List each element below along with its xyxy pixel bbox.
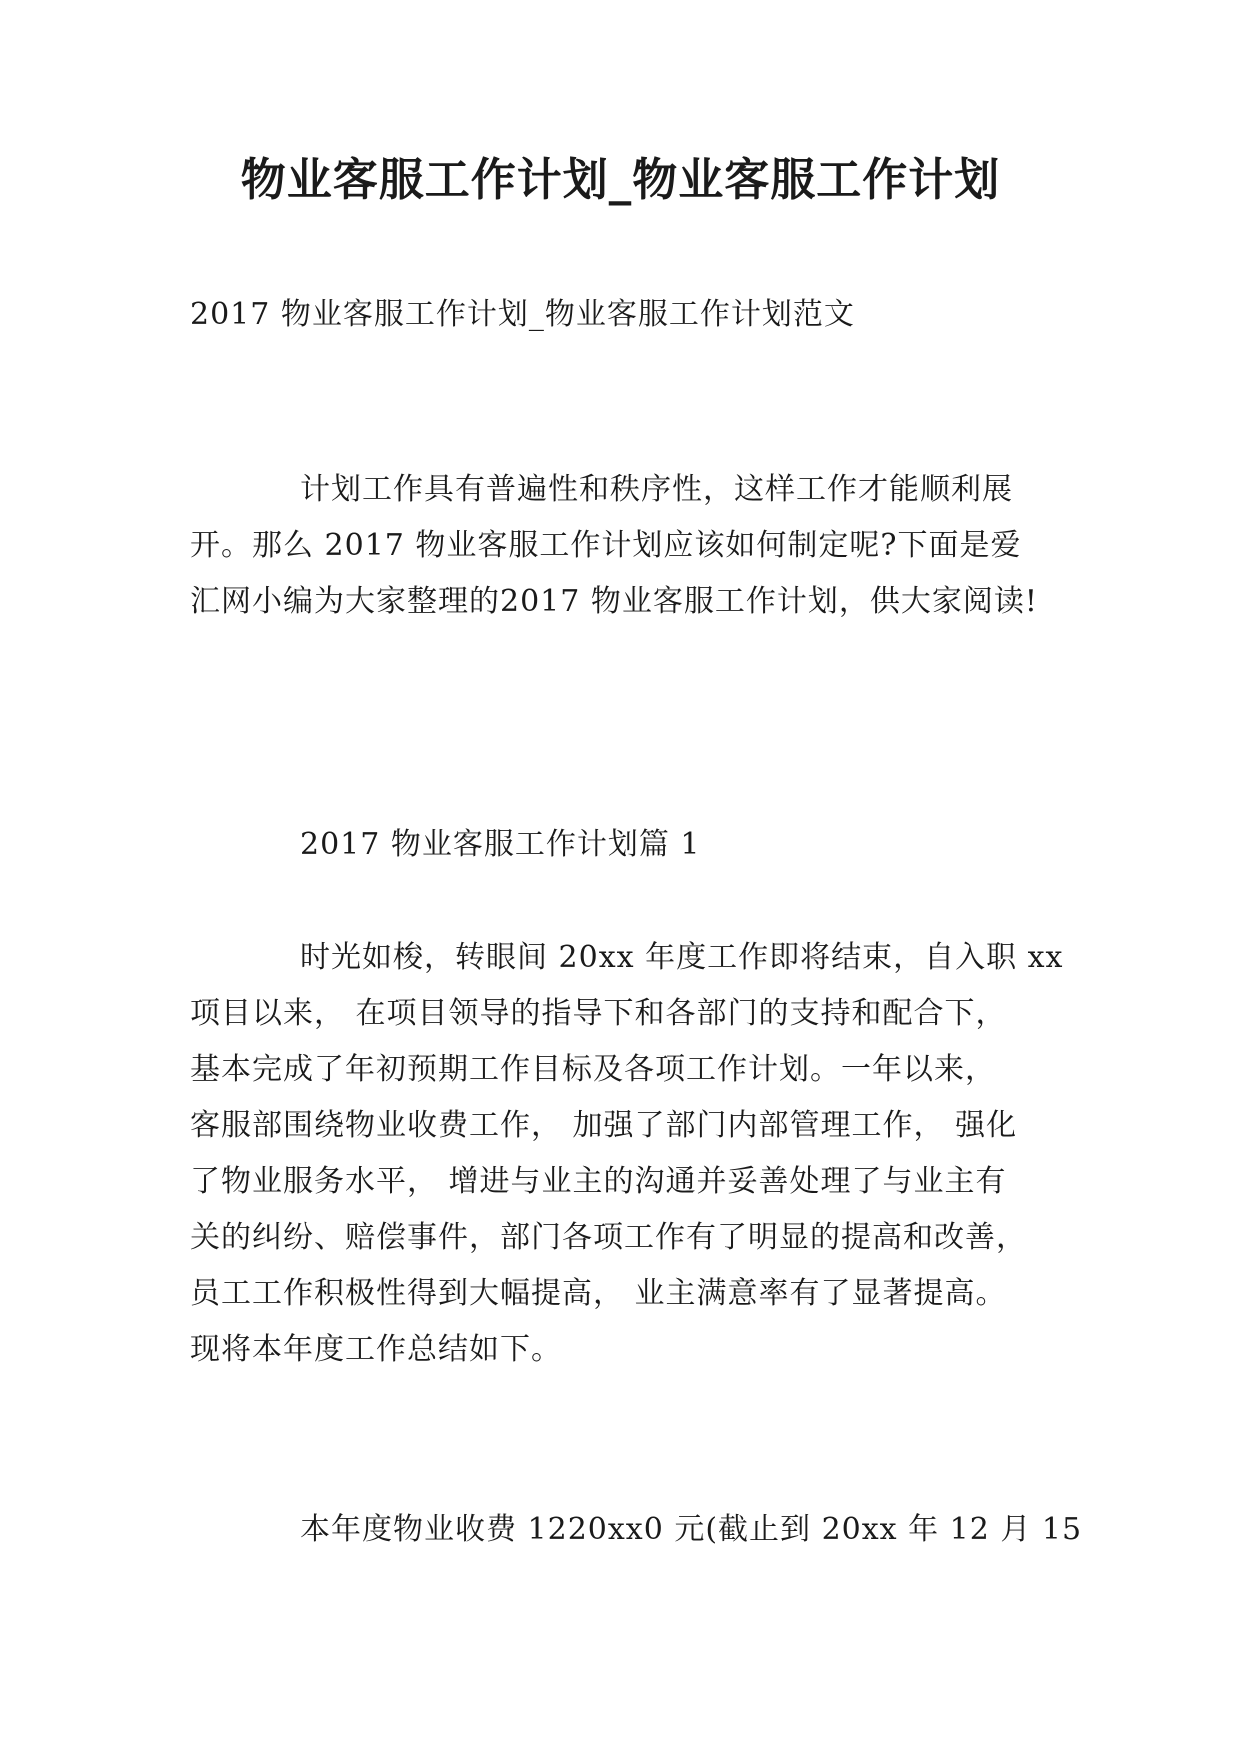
paragraph-line: 基本完成了年初预期工作目标及各项工作计划。一年以来， <box>190 1052 996 1087</box>
document-subtitle: 2017 物业客服工作计划_物业客服工作计划范文 <box>190 297 855 332</box>
document-title: 物业客服工作计划_物业客服工作计划 <box>240 153 1001 206</box>
paragraph-line: 计划工作具有普遍性和秩序性，这样工作才能顺利展 <box>300 472 1013 507</box>
body-paragraph <box>190 930 1070 1378</box>
intro-paragraph <box>190 462 1070 630</box>
paragraph-line: 时光如梭，转眼间 20xx 年度工作即将结束，自入职 xx <box>300 940 1064 975</box>
paragraph-line: 汇网小编为大家整理的2017 物业客服工作计划，供大家阅读! <box>190 584 1038 619</box>
paragraph-line: 了物业服务水平， 增进与业主的沟通并妥善处理了与业主有 <box>190 1164 1007 1199</box>
paragraph-line: 现将本年度工作总结如下。 <box>190 1332 562 1367</box>
fee-paragraph <box>190 1502 1083 1558</box>
paragraph-line: 员工工作积极性得到大幅提高， 业主满意率有了显著提高。 <box>190 1276 1007 1311</box>
paragraph-line: 客服部围绕物业收费工作， 加强了部门内部管理工作， 强化 <box>190 1108 1018 1143</box>
paragraph-line: 项目以来， 在项目领导的指导下和各部门的支持和配合下， <box>190 996 1007 1031</box>
paragraph-line: 本年度物业收费 1220xx0 元(截止到 20xx 年 12 月 15 <box>300 1512 1083 1547</box>
section-heading: 2017 物业客服工作计划篇 1 <box>300 827 701 862</box>
paragraph-line: 开。那么 2017 物业客服工作计划应该如何制定呢?下面是爱 <box>190 528 1022 563</box>
paragraph-line: 关的纠纷、赔偿事件，部门各项工作有了明显的提高和改善， <box>190 1220 1027 1255</box>
